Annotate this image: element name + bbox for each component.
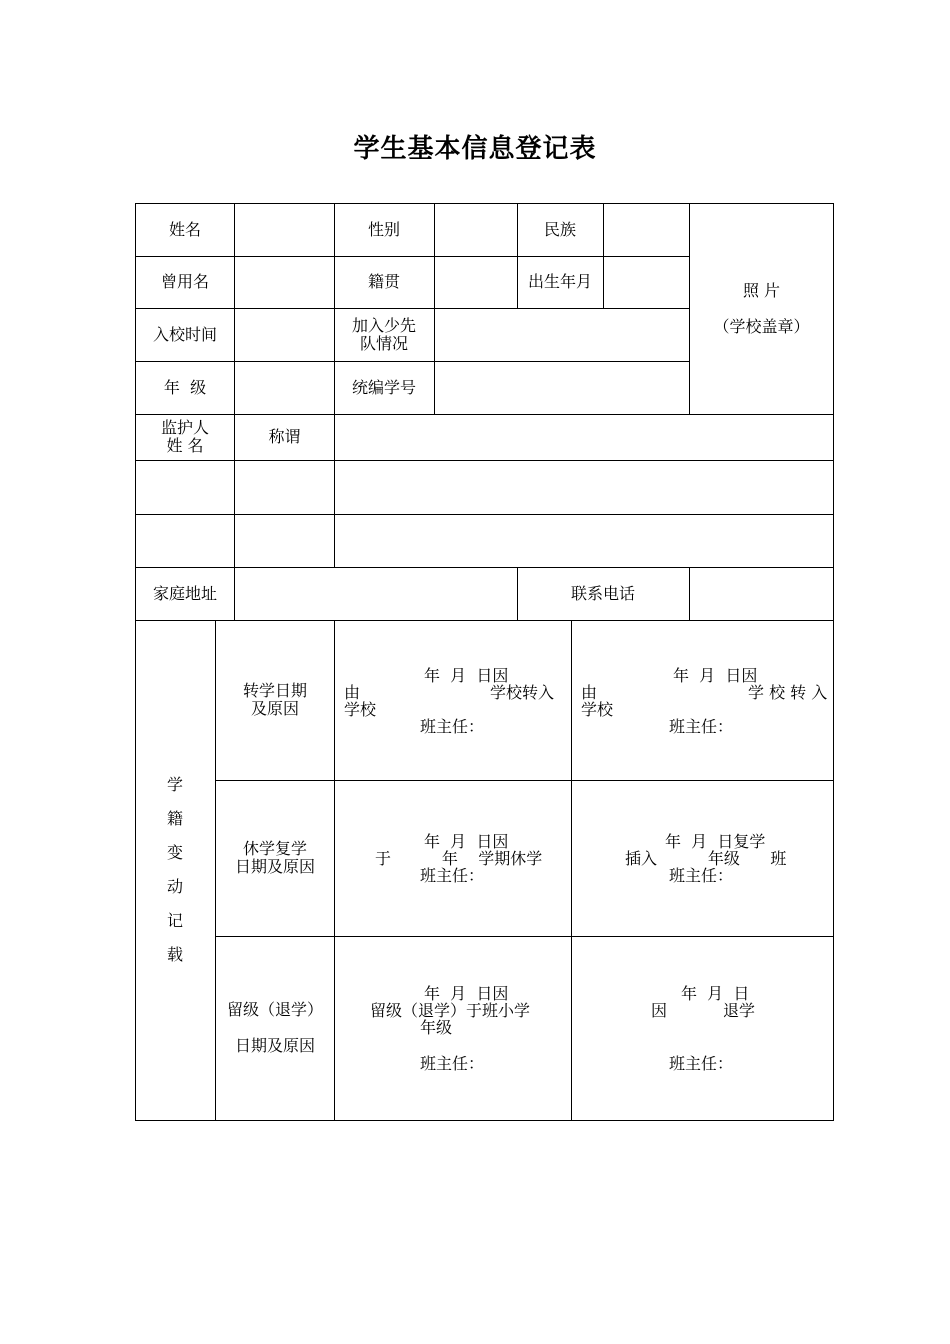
transfer-left-school-in: 学校转入 [490, 683, 555, 702]
relation-label: 称谓 [268, 427, 301, 446]
student-id-field[interactable] [435, 361, 689, 414]
pioneer-label [334, 308, 434, 361]
guardian-label-line1: 监护人 [160, 418, 209, 437]
pioneer-label-line2: 队情况 [359, 333, 408, 353]
photo-label: 照 片 [742, 280, 781, 300]
repeat-right-cell[interactable] [572, 936, 833, 1120]
grade-label: 年 级 [163, 377, 207, 397]
transfer-label [216, 620, 334, 780]
guardian-1-relation-field[interactable] [235, 460, 334, 514]
suspend-right-text: 插入 年级 班 [625, 849, 787, 868]
enroll-time-label: 入校时间 [152, 324, 217, 344]
guardian-2-info-field[interactable] [335, 514, 833, 567]
suspend-label-line2: 日期及原因 [234, 857, 315, 876]
transfer-left-teacher: 班主任： [420, 717, 485, 736]
record-section-label [135, 620, 215, 1120]
phone-field[interactable] [690, 567, 833, 620]
ethnicity-field[interactable] [604, 203, 689, 256]
repeat-left-text: 留级（退学）于班小学 [370, 1001, 531, 1020]
transfer-right-school-in: 学 校 转 入 [748, 683, 828, 702]
record-section-char: 籍 [166, 809, 183, 828]
guardian-2-relation-field[interactable] [235, 514, 334, 567]
birth-date-label: 出生年月 [527, 272, 592, 291]
native-place-label: 籍贯 [367, 272, 400, 291]
address-label: 家庭地址 [152, 583, 217, 603]
repeat-label-line1: 留级（退学） [226, 1000, 323, 1019]
transfer-label-line1: 转学日期 [242, 681, 307, 700]
phone-label: 联系电话 [570, 583, 635, 603]
native-place-field[interactable] [435, 256, 517, 308]
repeat-label-line2: 日期及原因 [234, 1036, 315, 1055]
pioneer-label-line1: 加入少先 [351, 315, 416, 335]
name-label: 姓名 [168, 219, 201, 239]
ethnicity-label: 民族 [543, 219, 576, 239]
former-name-field[interactable] [235, 256, 334, 308]
record-section-char: 载 [166, 945, 183, 964]
transfer-left-school: 学校 [344, 700, 377, 719]
guardian-2-name-field[interactable] [135, 514, 235, 567]
transfer-right-date: 年 月 日因 [673, 666, 758, 685]
suspend-label-line1: 休学复学 [242, 839, 307, 858]
school-stamp-label: （学校盖章） [713, 316, 810, 336]
transfer-right-school: 学校 [581, 700, 614, 719]
repeat-left-date: 年 月 日因 [424, 984, 509, 1003]
photo-area[interactable] [690, 203, 833, 414]
repeat-right-date: 年 月 日 [681, 984, 750, 1003]
guardian-1-info-field[interactable] [335, 460, 833, 514]
address-field[interactable] [235, 567, 517, 620]
student-id-label: 统编学号 [351, 377, 416, 397]
gender-field[interactable] [435, 203, 517, 256]
suspend-left-text: 于 年 学期休学 [375, 849, 543, 868]
guardian-label [135, 414, 235, 460]
suspend-right-teacher: 班主任： [669, 866, 734, 885]
transfer-left-date: 年 月 日因 [424, 666, 509, 685]
repeat-right-teacher: 班主任： [669, 1054, 734, 1073]
transfer-left-from: 由 [344, 683, 361, 702]
grade-field[interactable] [235, 361, 334, 414]
enroll-time-field[interactable] [235, 308, 334, 361]
pioneer-field[interactable] [435, 308, 689, 361]
guardian-1-name-field[interactable] [135, 460, 235, 514]
suspend-label [216, 780, 334, 936]
name-field[interactable] [235, 203, 334, 256]
suspend-left-teacher: 班主任： [420, 866, 485, 885]
transfer-right-from: 由 [581, 683, 598, 702]
transfer-right-cell[interactable] [572, 620, 833, 780]
record-section-char: 动 [166, 877, 183, 896]
repeat-label [216, 936, 334, 1120]
record-section-char: 学 [166, 775, 183, 794]
gender-label: 性别 [367, 219, 400, 239]
birth-date-field[interactable] [604, 256, 689, 308]
suspend-left-date: 年 月 日因 [424, 832, 509, 851]
repeat-right-text: 因 退学 [651, 1001, 755, 1020]
suspend-right-date: 年 月 日复学 [665, 832, 766, 851]
record-section-char: 变 [166, 843, 183, 862]
transfer-right-teacher: 班主任： [669, 717, 734, 736]
guardian-info-field[interactable] [335, 414, 833, 460]
transfer-left-cell[interactable] [335, 620, 571, 780]
suspend-right-cell[interactable] [572, 780, 833, 936]
record-section-char: 记 [166, 911, 183, 930]
repeat-left-cell[interactable] [335, 936, 571, 1120]
page-title: 学生基本信息登记表 [353, 134, 597, 164]
repeat-left-grade: 年级 [420, 1018, 453, 1037]
repeat-left-teacher: 班主任： [420, 1054, 485, 1073]
suspend-left-cell[interactable] [335, 780, 571, 936]
guardian-label-line2: 姓 名 [166, 436, 204, 455]
former-name-label: 曾用名 [160, 272, 209, 291]
transfer-label-line2: 及原因 [250, 699, 299, 718]
